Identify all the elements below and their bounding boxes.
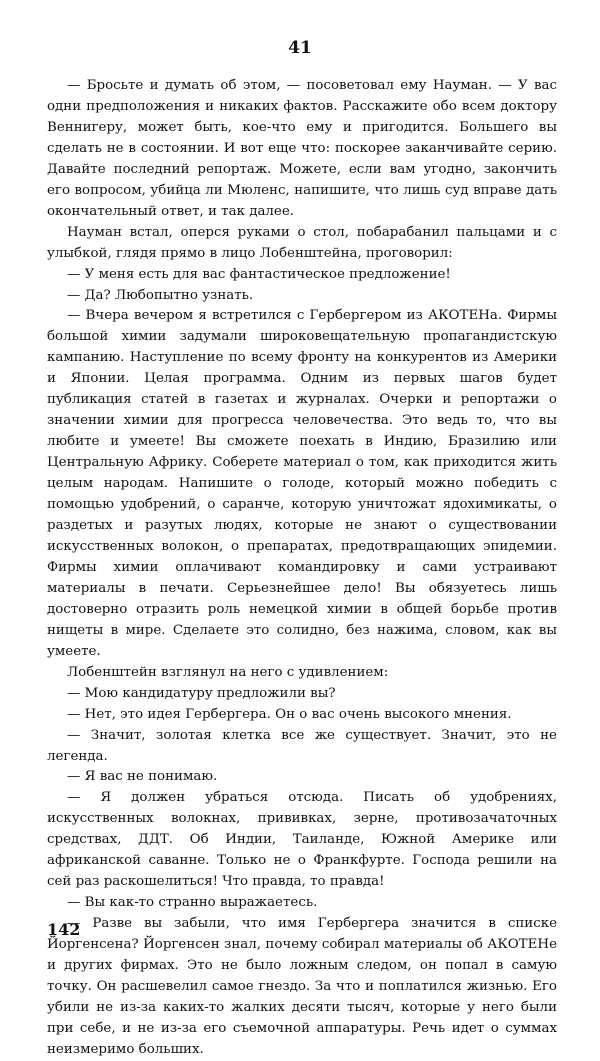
paragraph-4: — Да? Любопытно узнать. [67, 287, 254, 303]
paragraph-8: — Нет, это идея Гербергера. Он о вас очень высокого мнения. [67, 706, 512, 722]
page-number-bottom: 142 [47, 920, 81, 939]
page-number-top: 41 [288, 38, 312, 58]
paragraph-2: Науман встал, оперся руками о стол, побарабанил пальцами и с улыбкой, глядя прямо в лицо Лобенштейна, проговорил: [47, 224, 557, 261]
paragraph-6: Лобенштейн взглянул на него с удивлением: [67, 664, 389, 680]
paragraph-10: — Я вас не понимаю. [67, 769, 218, 785]
paragraph-13: — Разве вы забыли, что имя Гербергера значится в списке Йоргенсена? Йоргенсен знал, почему собирал материалы об АКОТЕНе и других фирмах. Это не было ложным следом, он попал в самую точку. Он расшевелил самое гнездо. За что и поплатился жизнью. Его убили не из-за каких-то жалких десяти тысяч, которые у него были при себе, и не из-за его съемочной аппаратуры. Речь идет о суммах неизмеримо больших. [47, 916, 557, 1057]
paragraph-1: — Бросьте и думать об этом, — посоветовал ему Науман. — У вас одни предположения и никаких фактов. Расскажите обо всем доктору Веннигеру, может быть, кое-что ему и пригодится. Большего вы сделать не в состоянии. И вот еще что: поскорее заканчивайте серию. Давайте последний репортаж. Можете, если вам угодно, закончить его вопросом, убийца ли Мюленс, напишите, что лишь суд вправе дать окончательный ответ, и так далее. [47, 78, 557, 219]
paragraph-5: — Вчера вечером я встретился с Гербергером из АКОТЕНа. Фирмы большой химии задумали широковещательную пропагандистскую кампанию. Наступление по всему фронту на конкурентов из Америки и Японии. Целая программа. Одним из первых шагов будет публикация статей в газетах и журналах. Очерки и репортажи о значении химии для прогресса человечества. Это ведь то, что вы любите и умеете! Вы сможете поехать в Индию, Бразилию или Центральную Африку. Соберете материал о том, как приходится жить целым народам. Напишите о голоде, который можно победить с помощью удобрений, о саранче, которую уничтожат ядохимикаты, о раздетых и разутых людях, которые не знают о существовании искусственных волокон, о препаратах, предотвращающих эпидемии. Фирмы химии оплачивают командировку и сами устраивают материалы в печати. Серьезнейшее дело! Вы обязуетесь лишь достоверно отразить роль немецкой химии в общей борьбе против нищеты в мире. Сделаете это солидно, без нажима, словом, как вы умеете. [47, 308, 557, 659]
paragraph-12: — Вы как-то странно выражаетесь. [67, 895, 318, 911]
paragraph-9: — Значит, золотая клетка все же существует. Значит, это не легенда. [47, 727, 557, 764]
paragraph-3: — У меня есть для вас фантастическое предложение! [67, 266, 451, 282]
text-block [47, 76, 557, 1061]
paragraph-11: — Я должен убраться отсюда. Писать об удобрениях, искусственных волокнах, прививках, зерне, противозачаточных средствах, ДДТ. Об Индии, Таиланде, Южной Америке или африканской саванне. Только не о Франкфурте. Господа решили на сей раз раскошелиться! Что правда, то правда! [47, 790, 557, 890]
paragraph-7: — Мою кандидатуру предложили вы? [67, 685, 336, 701]
